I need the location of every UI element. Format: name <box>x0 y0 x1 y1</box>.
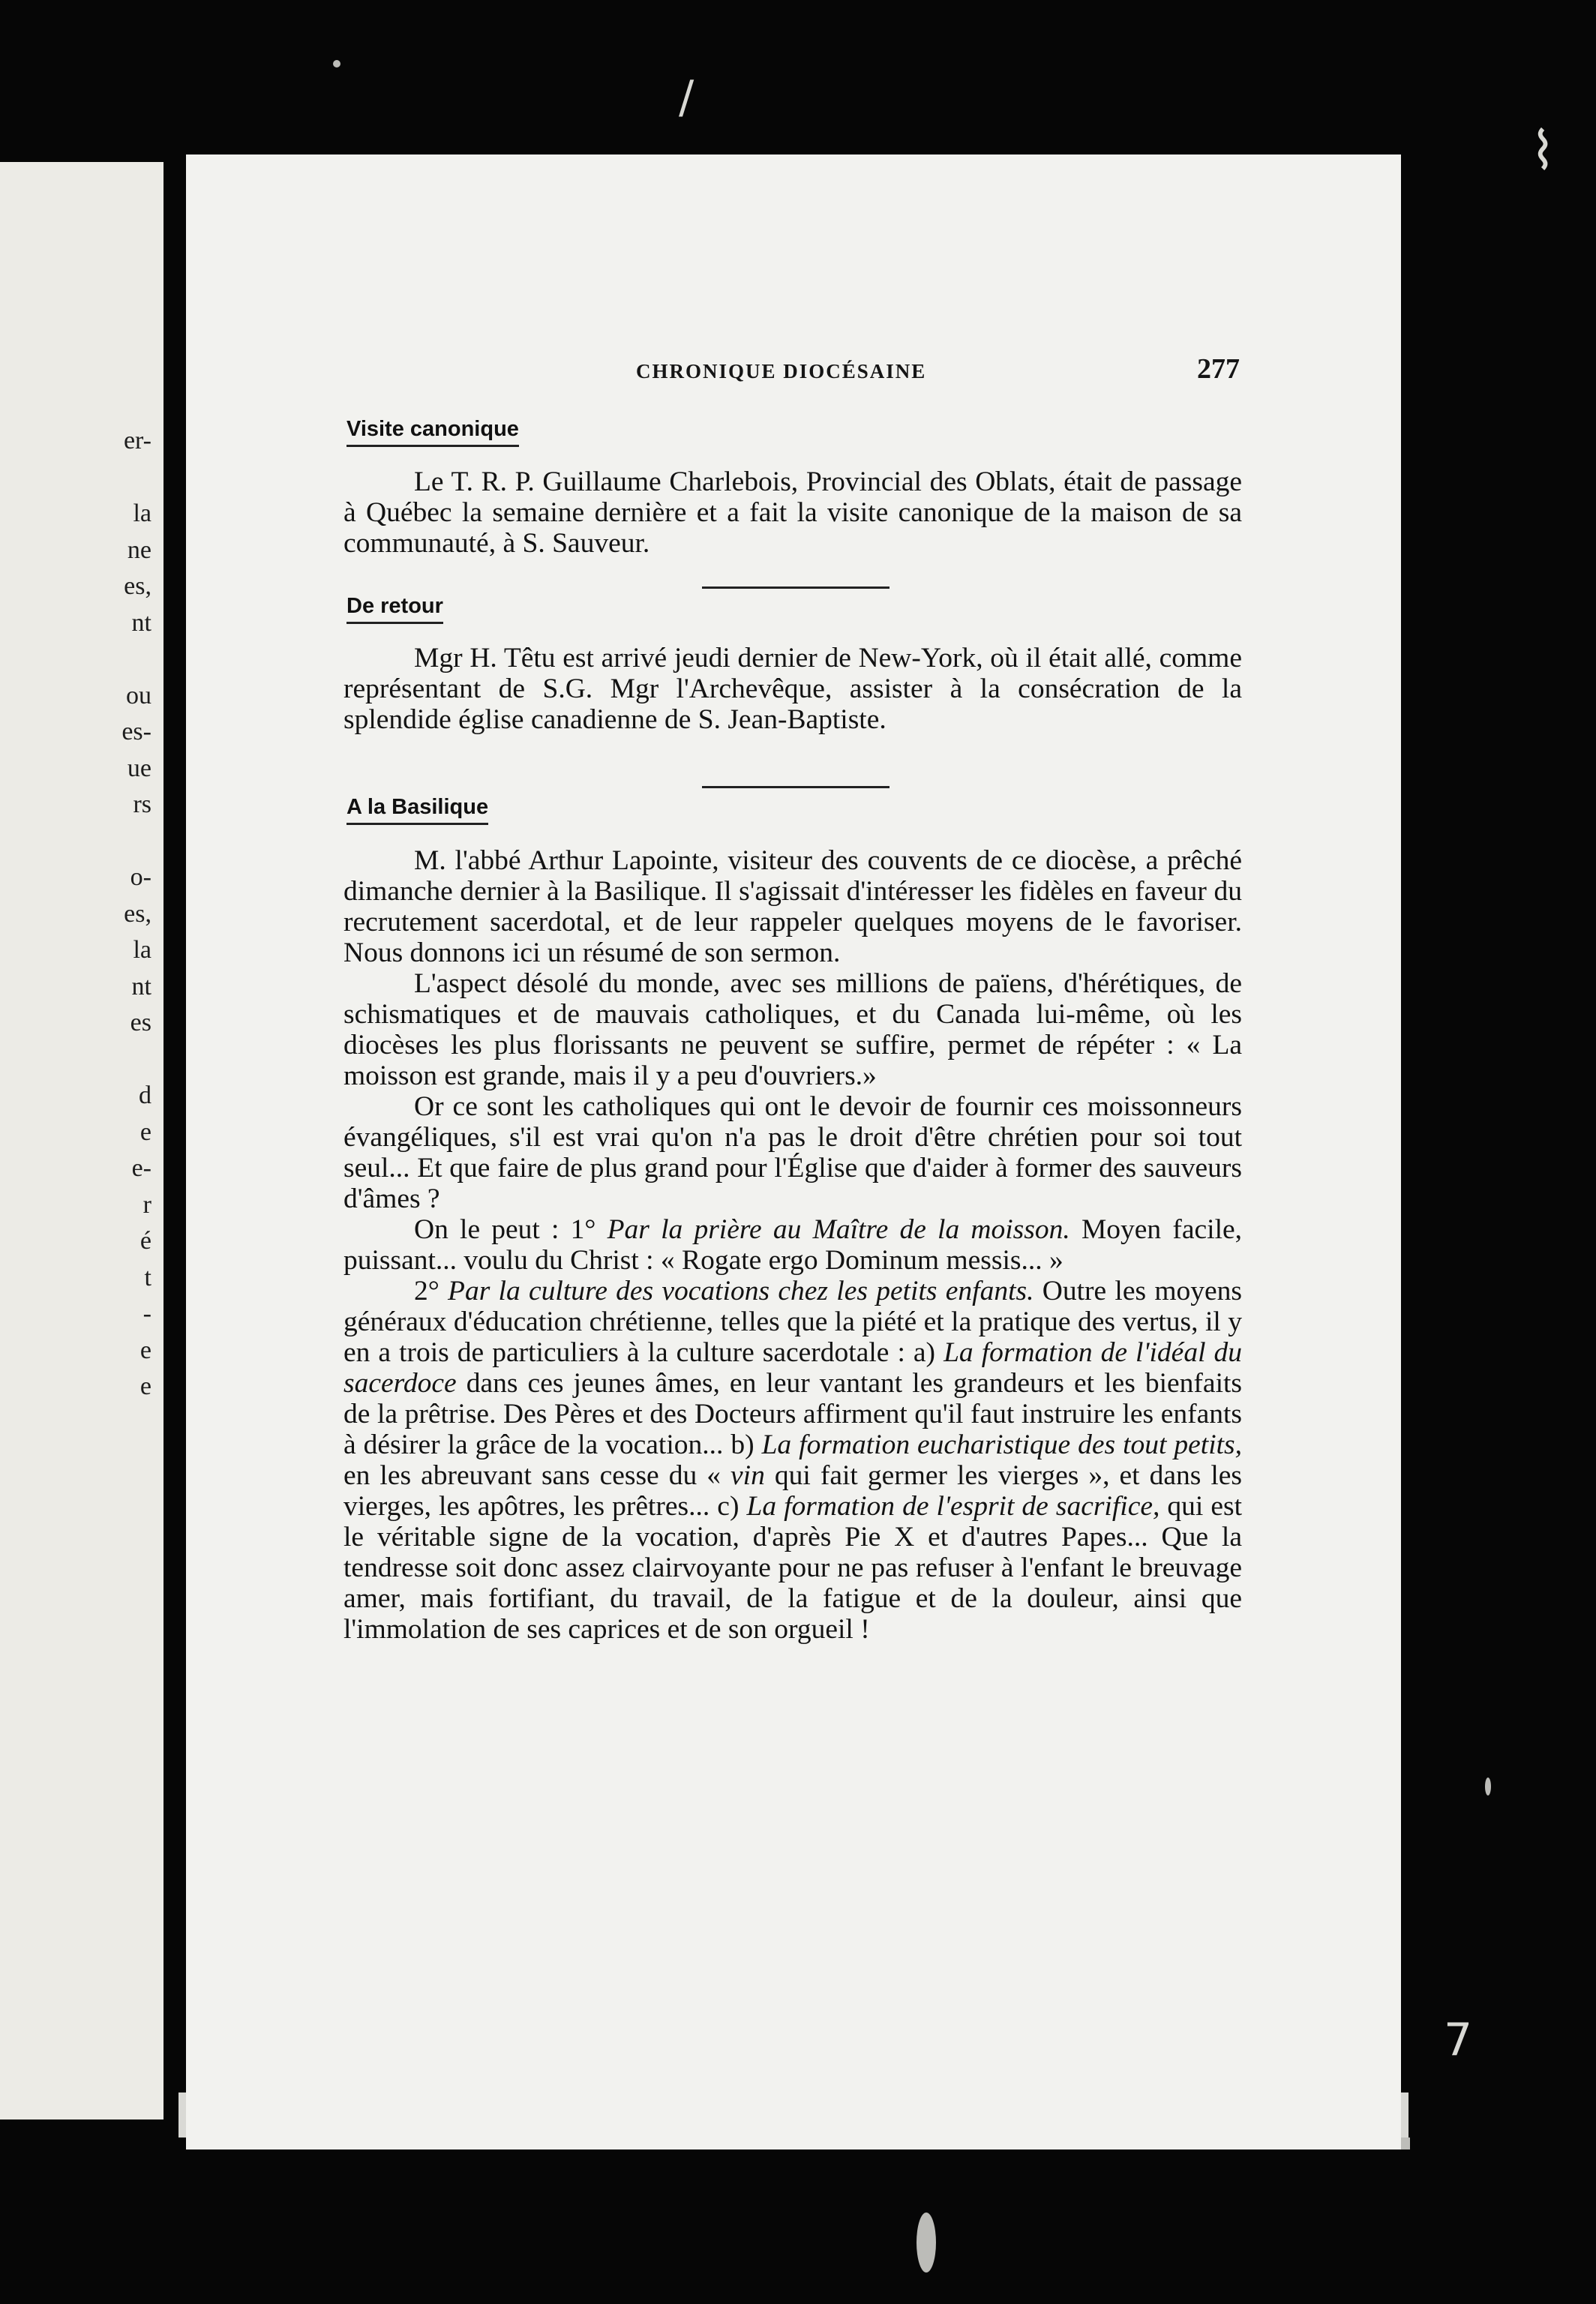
section-title-de-retour: De retour <box>346 594 443 624</box>
section-body-visite-canonique <box>344 466 1242 559</box>
fragment: ne <box>127 536 152 564</box>
fragment <box>122 460 152 496</box>
section-title-a-la-basilique: A la Basilique <box>346 795 488 825</box>
fragment: é <box>140 1227 152 1255</box>
fragment: r <box>142 1190 152 1219</box>
fragment: d <box>139 1082 152 1109</box>
fragment <box>122 1042 152 1078</box>
scan-mark: 7 <box>1444 2014 1473 2066</box>
fragment: er- <box>123 427 152 454</box>
fragment: e <box>140 1336 152 1364</box>
fragment: nt <box>131 608 152 637</box>
section-divider <box>702 786 890 788</box>
fragment: ou <box>126 681 152 710</box>
fragment: rs <box>133 790 152 818</box>
left-page-text-fragments <box>122 423 152 1406</box>
fragment: e <box>140 1118 152 1146</box>
fragment: e- <box>131 1154 152 1182</box>
page-number: 277 <box>1197 353 1240 385</box>
scan-mark: ⌇ <box>1530 120 1556 182</box>
fragment: la <box>133 936 152 964</box>
fragment: e <box>140 1372 152 1400</box>
fragment: ue <box>127 754 152 782</box>
fragment <box>122 824 152 860</box>
left-facing-page <box>0 162 164 2120</box>
section-title-visite-canonique: Visite canonique <box>346 417 519 447</box>
running-head: CHRONIQUE DIOCÉSAINE <box>636 360 927 382</box>
section-body-a-la-basilique <box>344 845 1242 1645</box>
paragraph-means-1: On le peut : 1° Par la prière au Maître de la moisson. Moyen facile, puissant... voulu du Christ : « Rogate ergo Dominum messis... » <box>344 1214 1243 1276</box>
section-body-de-retour <box>344 643 1242 735</box>
paragraph-means-2: 2° Par la culture des vocations chez les petits enfants. Outre les moyens généraux d'éducation chrétienne, telles que la piété et la pratique des vertus, il y en a trois de particuliers à la culture sacerdotale : a) La formation de l'idéal du sacerdoce dans ces jeunes âmes, en leur vantant les grandeurs et les bienfaits de la prêtrise. Des Pères et des Docteurs affirment qu'il faut instruire les enfants à désirer la grâce de la vocation... b) La formation eucharistique des tout petits, en les abreuvant sans cesse du « vin qui fait germer les vierges », et dans les vierges, les apôtres, les prêtres... c) La formation de l'esprit de sacrifice, qui est le véritable signe de la vocation, d'après Pie X et d'autres Papes... Que la tendresse soit donc assez clairvoyante pour ne pas refuser à l'enfant le breuvage amer, mais fortifiant, du travail, de la fatigue et de la douleur, ainsi que l'immolation de ses caprices et de son orgueil ! <box>344 1276 1243 1645</box>
fragment: es <box>130 1009 152 1036</box>
paragraph: L'aspect désolé du monde, avec ses millions de païens, d'hérétiques, de schismatiques et de mauvais catholiques, et du Canada lui-même, où les diocèses les plus florissants ne peuvent se suffire, permet de répéter : « La moisson est grande, mais il y a peu d'ouvriers.» <box>344 968 1242 1091</box>
paragraph: Mgr H. Têtu est arrivé jeudi dernier de New-York, où il était allé, comme représentant de S.G. Mgr l'Archevêque, assister à la consécration de la splendide église canadienne de S. Jean-Baptiste. <box>344 643 1242 735</box>
paragraph: Le T. R. P. Guillaume Charlebois, Provincial des Oblats, était de passage à Québec la semaine dernière et a fait la visite canonique de la maison de sa communauté, à S. Sauveur. <box>344 466 1242 559</box>
fragment: - <box>142 1300 152 1328</box>
dust-speck <box>1485 1778 1491 1796</box>
paragraph: Or ce sont les catholiques qui ont le devoir de fournir ces moissonneurs évangéliques, s'il est vrai qu'on n'a pas le droit d'être chrétien pour soi tout seul... Et que faire de plus grand pour l'Église que d'aider à former des sauveurs d'âmes ? <box>344 1091 1242 1214</box>
section-divider <box>702 586 890 589</box>
fragment: o- <box>130 863 152 891</box>
paragraph: M. l'abbé Arthur Lapointe, visiteur des couvents de ce diocèse, a prêché dimanche dernier à la Basilique. Il s'agissait d'intéresser les fidèles en faveur du recrutement sacerdotal, et de leur rappeler quelques moyens de le favoriser. Nous donnons ici un résumé de son sermon. <box>344 845 1242 968</box>
fragment: es, <box>124 572 152 600</box>
scan-mark: / <box>679 71 694 124</box>
dust-speck <box>333 60 340 68</box>
fragment <box>122 641 152 678</box>
fragment: t <box>144 1263 152 1292</box>
fragment: es, <box>124 899 152 928</box>
fragment: es- <box>122 718 152 746</box>
fragment: nt <box>131 972 152 1000</box>
dust-speck <box>916 2212 936 2272</box>
fragment: la <box>133 500 152 527</box>
